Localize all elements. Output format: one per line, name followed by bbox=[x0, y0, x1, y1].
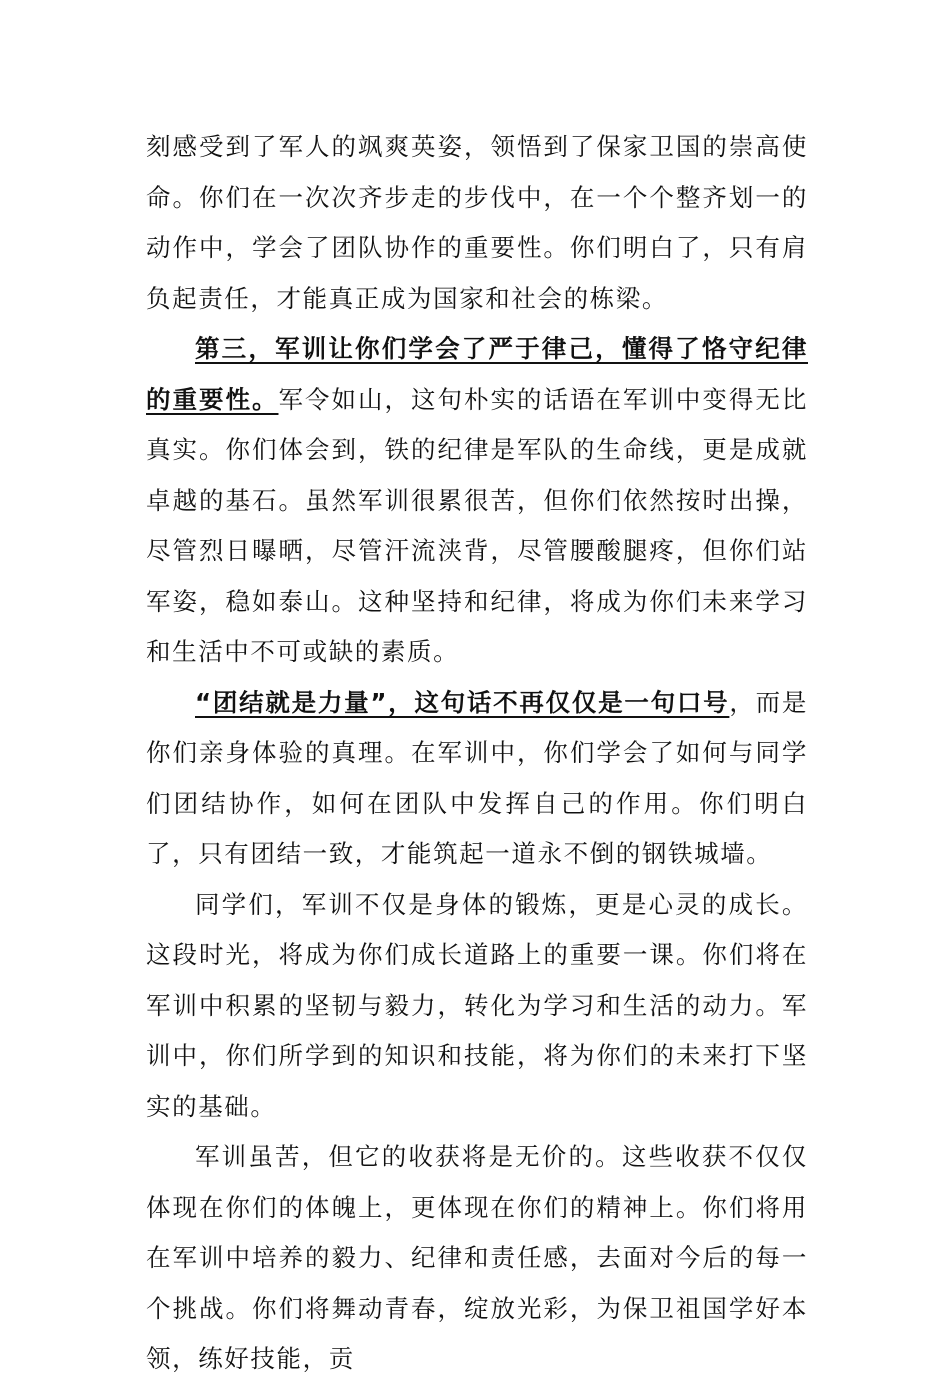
paragraph-4-text: 同学们，军训不仅是身体的锻炼，更是心灵的成长。这段时光，将成为你们成长道路上的重要一课。你们将在军训中积累的坚韧与毅力，转化为学习和生活的动力。军训中，你们所学到的知识和技能，将为你们的未来打下坚实的基础。 bbox=[146, 889, 808, 1121]
paragraph-3 bbox=[146, 678, 808, 880]
paragraph-3-emphasis: “团结就是力量”，这句话不再仅仅是一句口号 bbox=[195, 687, 730, 717]
paragraph-5 bbox=[146, 1132, 808, 1385]
document-body bbox=[146, 122, 808, 1385]
paragraph-3-text: ，而是你们亲身体验的真理。在军训中，你们学会了如何与同学们团结协作，如何在团队中发挥自己的作用。你们明白了，只有团结一致，才能筑起一道永不倒的钢铁城墙。 bbox=[146, 687, 808, 868]
paragraph-4 bbox=[146, 880, 808, 1133]
paragraph-1 bbox=[146, 122, 808, 324]
paragraph-5-text: 军训虽苦，但它的收获将是无价的。这些收获不仅仅体现在你们的体魄上，更体现在你们的精神上。你们将用在军训中培养的毅力、纪律和责任感，去面对今后的每一个挑战。你们将舞动青春，绽放光彩，为保卫祖国学好本领，练好技能，贡 bbox=[146, 1142, 808, 1373]
paragraph-2-text: 军令如山，这句朴实的话语在军训中变得无比真实。你们体会到，铁的纪律是军队的生命线，更是成就卓越的基石。虽然军训很累很苦，但你们依然按时出操，尽管烈日曝晒，尽管汗流浃背，尽管腰酸腿疼，但你们站军姿，稳如泰山。这种坚持和纪律，将成为你们未来学习和生活中不可或缺的素质。 bbox=[146, 384, 809, 666]
paragraph-2 bbox=[146, 324, 808, 678]
paragraph-2-emphasis: 第三，军训让你们学会了严于律己，懂得了恪守纪律的重要性。 bbox=[146, 334, 808, 414]
paragraph-1-text: 刻感受到了军人的飒爽英姿，领悟到了保家卫国的崇高使命。你们在一次次齐步走的步伐中，在一个个整齐划一的动作中，学会了团队协作的重要性。你们明白了，只有肩负起责任，才能真正成为国家和社会的栋梁。 bbox=[146, 132, 808, 313]
